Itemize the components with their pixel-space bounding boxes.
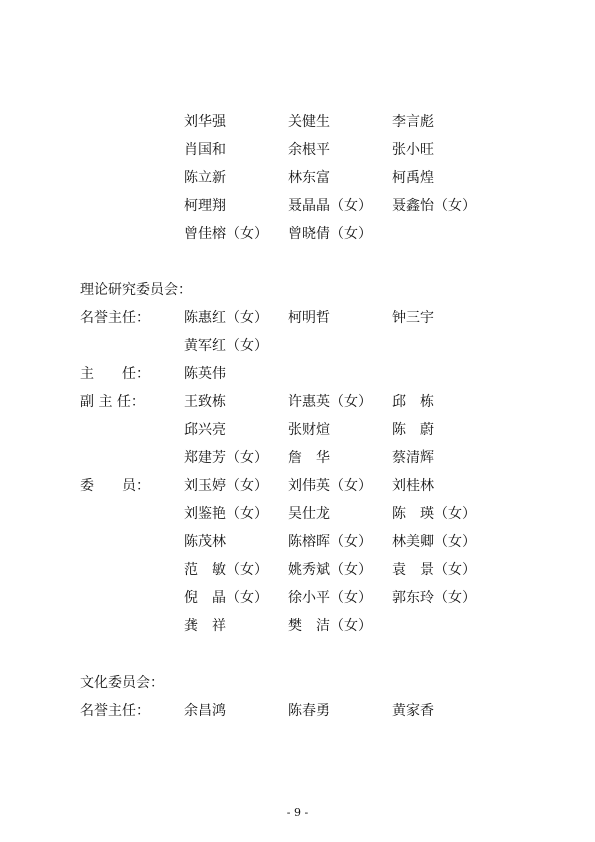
member-name: 刘玉婷（女）: [184, 478, 268, 494]
member-name: 刘鉴艳（女）: [184, 506, 268, 522]
member-name: 聂鑫怡（女）: [392, 198, 476, 214]
member-name: 陈英伟: [184, 366, 226, 382]
member-name: 刘华强: [184, 114, 226, 130]
member-name: 张财煊: [288, 422, 330, 438]
member-name: 陈榕晖（女）: [288, 534, 372, 550]
member-name: 刘伟英（女）: [288, 478, 372, 494]
member-name: 林东富: [288, 170, 330, 186]
member-name: 柯禹煌: [392, 170, 434, 186]
member-name: 钟三宇: [392, 310, 434, 326]
role-label: 委 员：: [80, 478, 150, 494]
list-row: [0, 336, 595, 356]
list-row: [0, 476, 595, 496]
list-row: [0, 112, 595, 132]
list-row: [0, 588, 595, 608]
member-name: 许惠英（女）: [288, 394, 372, 410]
member-name: 詹 华: [288, 450, 330, 466]
list-row: [0, 420, 595, 440]
member-name: 曾佳榕（女）: [184, 226, 268, 242]
member-name: 柯理翔: [184, 198, 226, 214]
member-name: 陈惠红（女）: [184, 310, 268, 326]
member-name: 刘桂林: [392, 478, 434, 494]
list-row: [0, 532, 595, 552]
list-row: [0, 308, 595, 328]
member-name: 郑建芳（女）: [184, 450, 268, 466]
member-name: 樊 洁（女）: [288, 618, 372, 634]
member-name: 黄家香: [392, 703, 434, 719]
list-row: [0, 504, 595, 524]
member-name: 柯明哲: [288, 310, 330, 326]
list-row: [0, 560, 595, 580]
list-row: [0, 392, 595, 412]
section-heading-culture: 文化委员会：: [80, 675, 164, 691]
member-name: 黄军红（女）: [184, 338, 268, 354]
list-row: [0, 168, 595, 188]
list-row: [0, 364, 595, 384]
member-name: 郭东玲（女）: [392, 590, 476, 606]
list-row: [0, 196, 595, 216]
member-name: 林美卿（女）: [392, 534, 476, 550]
member-name: 邱兴亮: [184, 422, 226, 438]
section-heading-theory: 理论研究委员会：: [80, 282, 192, 298]
role-label: 主 任：: [80, 366, 150, 382]
member-name: 龚 祥: [184, 618, 226, 634]
member-name: 邱 栋: [392, 394, 434, 410]
member-name: 肖国和: [184, 142, 226, 158]
member-name: 陈春勇: [288, 703, 330, 719]
member-name: 陈立新: [184, 170, 226, 186]
member-name: 吴仕龙: [288, 506, 330, 522]
member-name: 范 敏（女）: [184, 562, 268, 578]
member-name: 关健生: [288, 114, 330, 130]
member-name: 曾晓倩（女）: [288, 226, 372, 242]
role-label: 名誉主任：: [80, 310, 150, 326]
member-name: 姚秀斌（女）: [288, 562, 372, 578]
member-name: 倪 晶（女）: [184, 590, 268, 606]
role-label: 副 主 任：: [80, 394, 145, 410]
member-name: 袁 景（女）: [392, 562, 476, 578]
page-number: - 9 -: [286, 806, 309, 819]
member-name: 张小旺: [392, 142, 434, 158]
member-name: 余昌鸿: [184, 703, 226, 719]
member-name: 聂晶晶（女）: [288, 198, 372, 214]
member-name: 王致栋: [184, 394, 226, 410]
member-name: 蔡清辉: [392, 450, 434, 466]
member-name: 李言彪: [392, 114, 434, 130]
list-row: [0, 140, 595, 160]
member-name: 陈茂林: [184, 534, 226, 550]
member-name: 徐小平（女）: [288, 590, 372, 606]
member-name: 陈 蔚: [392, 422, 434, 438]
list-row: [0, 701, 595, 721]
list-row: [0, 616, 595, 636]
list-row: [0, 224, 595, 244]
member-name: 陈 瑛（女）: [392, 506, 476, 522]
member-name: 余根平: [288, 142, 330, 158]
role-label: 名誉主任：: [80, 703, 150, 719]
list-row: [0, 448, 595, 468]
